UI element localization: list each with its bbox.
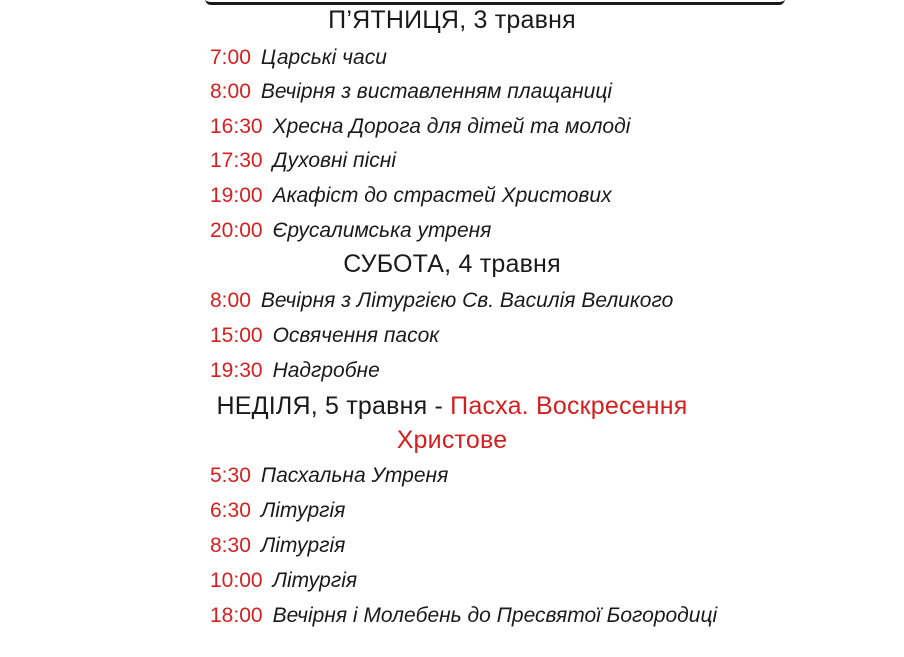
event-time: 8:00: [210, 289, 251, 312]
event-name: Вечірня і Молебень до Пресвятої Богородиці: [272, 604, 718, 627]
event-name: Хресна Дорога для дітей та молоді: [272, 115, 631, 138]
day-heading-sunday-date: НЕДІЛЯ, 5 травня -: [216, 392, 451, 420]
event-time: 17:30: [210, 149, 263, 172]
event-name: Надгробне: [272, 359, 380, 382]
event-name: Єрусалимська утреня: [272, 219, 492, 242]
event-row: [210, 359, 380, 383]
event-row: [210, 324, 439, 348]
event-name: Літургія: [272, 569, 358, 592]
event-row: [210, 184, 612, 208]
feast-title-line2: Христове: [396, 426, 508, 454]
event-time: 18:00: [210, 604, 263, 627]
event-time: 19:30: [210, 359, 263, 382]
event-name: Вечірня з виставленням плащаниці: [260, 80, 612, 103]
event-row: [210, 149, 396, 173]
event-name: Вечірня з Літургією Св. Василія Великого: [260, 289, 674, 312]
event-time: 5:30: [210, 464, 251, 487]
event-row: [210, 219, 491, 243]
cropped-header-line: [205, 0, 785, 5]
day-heading-sunday: [0, 392, 904, 421]
event-time: 20:00: [210, 219, 263, 242]
event-time: 15:00: [210, 324, 263, 347]
event-time: 7:00: [210, 46, 251, 69]
event-name: Акафіст до страстей Христових: [272, 184, 612, 207]
event-row: [210, 46, 387, 70]
event-name: Пасхальна Утреня: [260, 464, 449, 487]
event-time: 16:30: [210, 115, 263, 138]
event-row: [210, 604, 717, 628]
event-name: Літургія: [260, 499, 346, 522]
event-name: Царські часи: [260, 46, 387, 69]
event-time: 8:30: [210, 534, 251, 557]
event-time: 19:00: [210, 184, 263, 207]
event-time: 8:00: [210, 80, 251, 103]
day-heading-friday: П’ЯТНИЦЯ, 3 травня: [328, 6, 576, 34]
event-time: 6:30: [210, 499, 251, 522]
feast-title-line1: Пасха. Воскресення: [450, 392, 688, 420]
event-name: Духовні пісні: [272, 149, 396, 172]
event-time: 10:00: [210, 569, 263, 592]
event-row: [210, 80, 612, 104]
event-row: [210, 289, 673, 313]
event-row: [210, 569, 357, 593]
event-row: [210, 464, 448, 488]
event-row: [210, 499, 345, 523]
day-heading-saturday: СУБОТА, 4 травня: [343, 250, 561, 278]
event-name: Літургія: [260, 534, 346, 557]
event-name: Освячення пасок: [272, 324, 440, 347]
event-row: [210, 115, 630, 139]
event-row: [210, 534, 345, 558]
